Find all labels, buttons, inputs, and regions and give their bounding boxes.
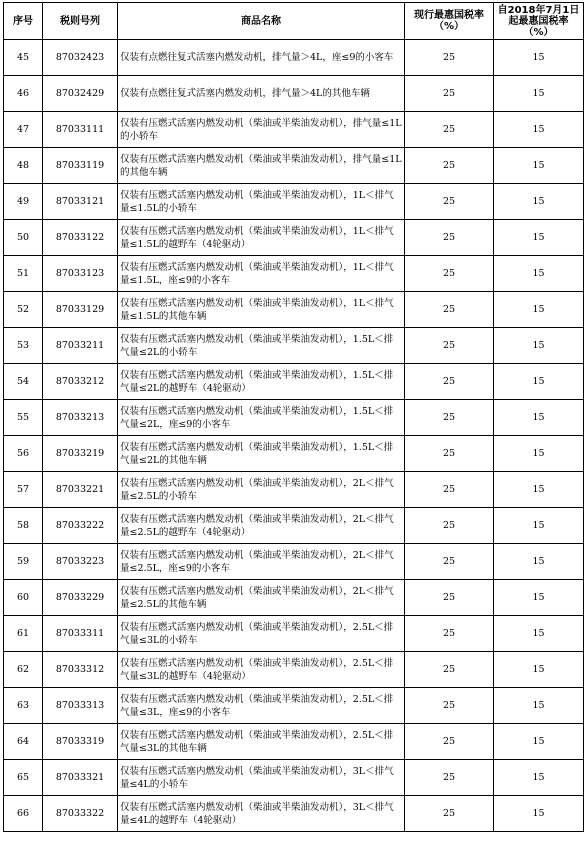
cell-seq: 53 bbox=[4, 328, 43, 364]
cell-name: 仅装有压燃式活塞内燃发动机（柴油或半柴油发动机），2L＜排气量≤2.5L的越野车（4轮驱动） bbox=[118, 508, 405, 544]
table-row bbox=[4, 76, 584, 112]
table-body bbox=[4, 40, 584, 832]
table-row bbox=[4, 328, 584, 364]
table-row bbox=[4, 364, 584, 400]
cell-new-rate: 15 bbox=[494, 436, 584, 472]
table-row bbox=[4, 292, 584, 328]
cell-seq: 51 bbox=[4, 256, 43, 292]
cell-code: 87033212 bbox=[43, 364, 118, 400]
cell-new-rate: 15 bbox=[494, 364, 584, 400]
table-row bbox=[4, 508, 584, 544]
cell-code: 87033322 bbox=[43, 796, 118, 832]
cell-code: 87033229 bbox=[43, 580, 118, 616]
cell-seq: 62 bbox=[4, 652, 43, 688]
cell-current-rate: 25 bbox=[405, 508, 494, 544]
cell-code: 87033311 bbox=[43, 616, 118, 652]
table-row bbox=[4, 652, 584, 688]
cell-code: 87032429 bbox=[43, 76, 118, 112]
cell-code: 87033121 bbox=[43, 184, 118, 220]
cell-new-rate: 15 bbox=[494, 760, 584, 796]
cell-name: 仅装有压燃式活塞内燃发动机（柴油或半柴油发动机），2.5L＜排气量≤3L，座≤9的小客车 bbox=[118, 688, 405, 724]
cell-new-rate: 15 bbox=[494, 40, 584, 76]
cell-seq: 59 bbox=[4, 544, 43, 580]
cell-current-rate: 25 bbox=[405, 40, 494, 76]
cell-name: 仅装有压燃式活塞内燃发动机（柴油或半柴油发动机），1.5L＜排气量≤2L的小轿车 bbox=[118, 328, 405, 364]
cell-current-rate: 25 bbox=[405, 760, 494, 796]
cell-seq: 58 bbox=[4, 508, 43, 544]
cell-code: 87033321 bbox=[43, 760, 118, 796]
cell-seq: 63 bbox=[4, 688, 43, 724]
cell-new-rate: 15 bbox=[494, 220, 584, 256]
header-code: 税则号列 bbox=[43, 3, 118, 40]
cell-code: 87033222 bbox=[43, 508, 118, 544]
cell-code: 87032423 bbox=[43, 40, 118, 76]
cell-seq: 57 bbox=[4, 472, 43, 508]
cell-seq: 66 bbox=[4, 796, 43, 832]
cell-current-rate: 25 bbox=[405, 688, 494, 724]
cell-new-rate: 15 bbox=[494, 580, 584, 616]
cell-current-rate: 25 bbox=[405, 112, 494, 148]
header-row bbox=[4, 3, 584, 40]
cell-current-rate: 25 bbox=[405, 292, 494, 328]
cell-code: 87033119 bbox=[43, 148, 118, 184]
cell-new-rate: 15 bbox=[494, 796, 584, 832]
cell-name: 仅装有压燃式活塞内燃发动机（柴油或半柴油发动机），排气量≤1L的其他车辆 bbox=[118, 148, 405, 184]
cell-current-rate: 25 bbox=[405, 652, 494, 688]
table-row bbox=[4, 760, 584, 796]
cell-name: 仅装有压燃式活塞内燃发动机（柴油或半柴油发动机），2L＜排气量≤2.5L的其他车辆 bbox=[118, 580, 405, 616]
cell-new-rate: 15 bbox=[494, 328, 584, 364]
cell-seq: 45 bbox=[4, 40, 43, 76]
cell-new-rate: 15 bbox=[494, 76, 584, 112]
table-row bbox=[4, 544, 584, 580]
cell-current-rate: 25 bbox=[405, 256, 494, 292]
cell-current-rate: 25 bbox=[405, 580, 494, 616]
cell-new-rate: 15 bbox=[494, 508, 584, 544]
header-new-rate: 自2018年7月1日起最惠国税率（%） bbox=[494, 3, 584, 40]
cell-seq: 61 bbox=[4, 616, 43, 652]
cell-seq: 52 bbox=[4, 292, 43, 328]
cell-code: 87033129 bbox=[43, 292, 118, 328]
cell-new-rate: 15 bbox=[494, 292, 584, 328]
cell-name: 仅装有压燃式活塞内燃发动机（柴油或半柴油发动机），2L＜排气量≤2.5L，座≤9的小客车 bbox=[118, 544, 405, 580]
table-row bbox=[4, 436, 584, 472]
cell-current-rate: 25 bbox=[405, 436, 494, 472]
cell-code: 87033211 bbox=[43, 328, 118, 364]
cell-code: 87033313 bbox=[43, 688, 118, 724]
cell-name: 仅装有点燃往复式活塞内燃发动机，排气量＞4L，座≤9的小客车 bbox=[118, 40, 405, 76]
cell-name: 仅装有压燃式活塞内燃发动机（柴油或半柴油发动机），1.5L＜排气量≤2L，座≤9的小客车 bbox=[118, 400, 405, 436]
cell-name: 仅装有压燃式活塞内燃发动机（柴油或半柴油发动机），3L＜排气量≤4L的小轿车 bbox=[118, 760, 405, 796]
cell-current-rate: 25 bbox=[405, 400, 494, 436]
cell-current-rate: 25 bbox=[405, 796, 494, 832]
cell-seq: 65 bbox=[4, 760, 43, 796]
cell-new-rate: 15 bbox=[494, 400, 584, 436]
cell-name: 仅装有压燃式活塞内燃发动机（柴油或半柴油发动机），2.5L＜排气量≤3L的小轿车 bbox=[118, 616, 405, 652]
cell-seq: 50 bbox=[4, 220, 43, 256]
cell-new-rate: 15 bbox=[494, 544, 584, 580]
cell-new-rate: 15 bbox=[494, 724, 584, 760]
cell-current-rate: 25 bbox=[405, 328, 494, 364]
cell-name: 仅装有压燃式活塞内燃发动机（柴油或半柴油发动机），2.5L＜排气量≤3L的其他车辆 bbox=[118, 724, 405, 760]
header-current-rate: 现行最惠国税率（%） bbox=[405, 3, 494, 40]
cell-code: 87033111 bbox=[43, 112, 118, 148]
cell-current-rate: 25 bbox=[405, 544, 494, 580]
cell-name: 仅装有点燃往复式活塞内燃发动机，排气量＞4L的其他车辆 bbox=[118, 76, 405, 112]
cell-seq: 46 bbox=[4, 76, 43, 112]
cell-new-rate: 15 bbox=[494, 148, 584, 184]
cell-seq: 49 bbox=[4, 184, 43, 220]
cell-name: 仅装有压燃式活塞内燃发动机（柴油或半柴油发动机），2.5L＜排气量≤3L的越野车（4轮驱动） bbox=[118, 652, 405, 688]
cell-current-rate: 25 bbox=[405, 220, 494, 256]
cell-name: 仅装有压燃式活塞内燃发动机（柴油或半柴油发动机），1L＜排气量≤1.5L的越野车（4轮驱动） bbox=[118, 220, 405, 256]
cell-code: 87033213 bbox=[43, 400, 118, 436]
table-row bbox=[4, 472, 584, 508]
cell-current-rate: 25 bbox=[405, 364, 494, 400]
table-row bbox=[4, 796, 584, 832]
cell-seq: 48 bbox=[4, 148, 43, 184]
table-row bbox=[4, 40, 584, 76]
header-seq: 序号 bbox=[4, 3, 43, 40]
cell-name: 仅装有压燃式活塞内燃发动机（柴油或半柴油发动机），2L＜排气量≤2.5L的小轿车 bbox=[118, 472, 405, 508]
table-row bbox=[4, 256, 584, 292]
cell-current-rate: 25 bbox=[405, 616, 494, 652]
table-row bbox=[4, 112, 584, 148]
cell-current-rate: 25 bbox=[405, 148, 494, 184]
cell-code: 87033312 bbox=[43, 652, 118, 688]
table-row bbox=[4, 400, 584, 436]
cell-code: 87033319 bbox=[43, 724, 118, 760]
header-name: 商品名称 bbox=[118, 3, 405, 40]
table-row bbox=[4, 688, 584, 724]
cell-new-rate: 15 bbox=[494, 184, 584, 220]
tariff-table bbox=[3, 2, 584, 832]
cell-new-rate: 15 bbox=[494, 472, 584, 508]
cell-seq: 54 bbox=[4, 364, 43, 400]
cell-name: 仅装有压燃式活塞内燃发动机（柴油或半柴油发动机），3L＜排气量≤4L的越野车（4轮驱动） bbox=[118, 796, 405, 832]
cell-name: 仅装有压燃式活塞内燃发动机（柴油或半柴油发动机），1L＜排气量≤1.5L的其他车辆 bbox=[118, 292, 405, 328]
cell-seq: 60 bbox=[4, 580, 43, 616]
cell-name: 仅装有压燃式活塞内燃发动机（柴油或半柴油发动机），1.5L＜排气量≤2L的越野车（4轮驱动） bbox=[118, 364, 405, 400]
table-header bbox=[4, 3, 584, 40]
cell-new-rate: 15 bbox=[494, 256, 584, 292]
cell-new-rate: 15 bbox=[494, 652, 584, 688]
cell-current-rate: 25 bbox=[405, 724, 494, 760]
cell-seq: 64 bbox=[4, 724, 43, 760]
cell-name: 仅装有压燃式活塞内燃发动机（柴油或半柴油发动机），排气量≤1L的小轿车 bbox=[118, 112, 405, 148]
cell-code: 87033221 bbox=[43, 472, 118, 508]
cell-new-rate: 15 bbox=[494, 112, 584, 148]
cell-current-rate: 25 bbox=[405, 184, 494, 220]
table-row bbox=[4, 616, 584, 652]
cell-name: 仅装有压燃式活塞内燃发动机（柴油或半柴油发动机），1L＜排气量≤1.5L，座≤9的小客车 bbox=[118, 256, 405, 292]
table-row bbox=[4, 724, 584, 760]
table-row bbox=[4, 148, 584, 184]
table-row bbox=[4, 580, 584, 616]
cell-seq: 56 bbox=[4, 436, 43, 472]
cell-name: 仅装有压燃式活塞内燃发动机（柴油或半柴油发动机），1.5L＜排气量≤2L的其他车辆 bbox=[118, 436, 405, 472]
cell-code: 87033223 bbox=[43, 544, 118, 580]
table-row bbox=[4, 184, 584, 220]
cell-code: 87033123 bbox=[43, 256, 118, 292]
cell-code: 87033122 bbox=[43, 220, 118, 256]
cell-name: 仅装有压燃式活塞内燃发动机（柴油或半柴油发动机），1L＜排气量≤1.5L的小轿车 bbox=[118, 184, 405, 220]
cell-current-rate: 25 bbox=[405, 76, 494, 112]
cell-code: 87033219 bbox=[43, 436, 118, 472]
cell-new-rate: 15 bbox=[494, 616, 584, 652]
cell-seq: 47 bbox=[4, 112, 43, 148]
cell-current-rate: 25 bbox=[405, 472, 494, 508]
cell-seq: 55 bbox=[4, 400, 43, 436]
table-row bbox=[4, 220, 584, 256]
cell-new-rate: 15 bbox=[494, 688, 584, 724]
